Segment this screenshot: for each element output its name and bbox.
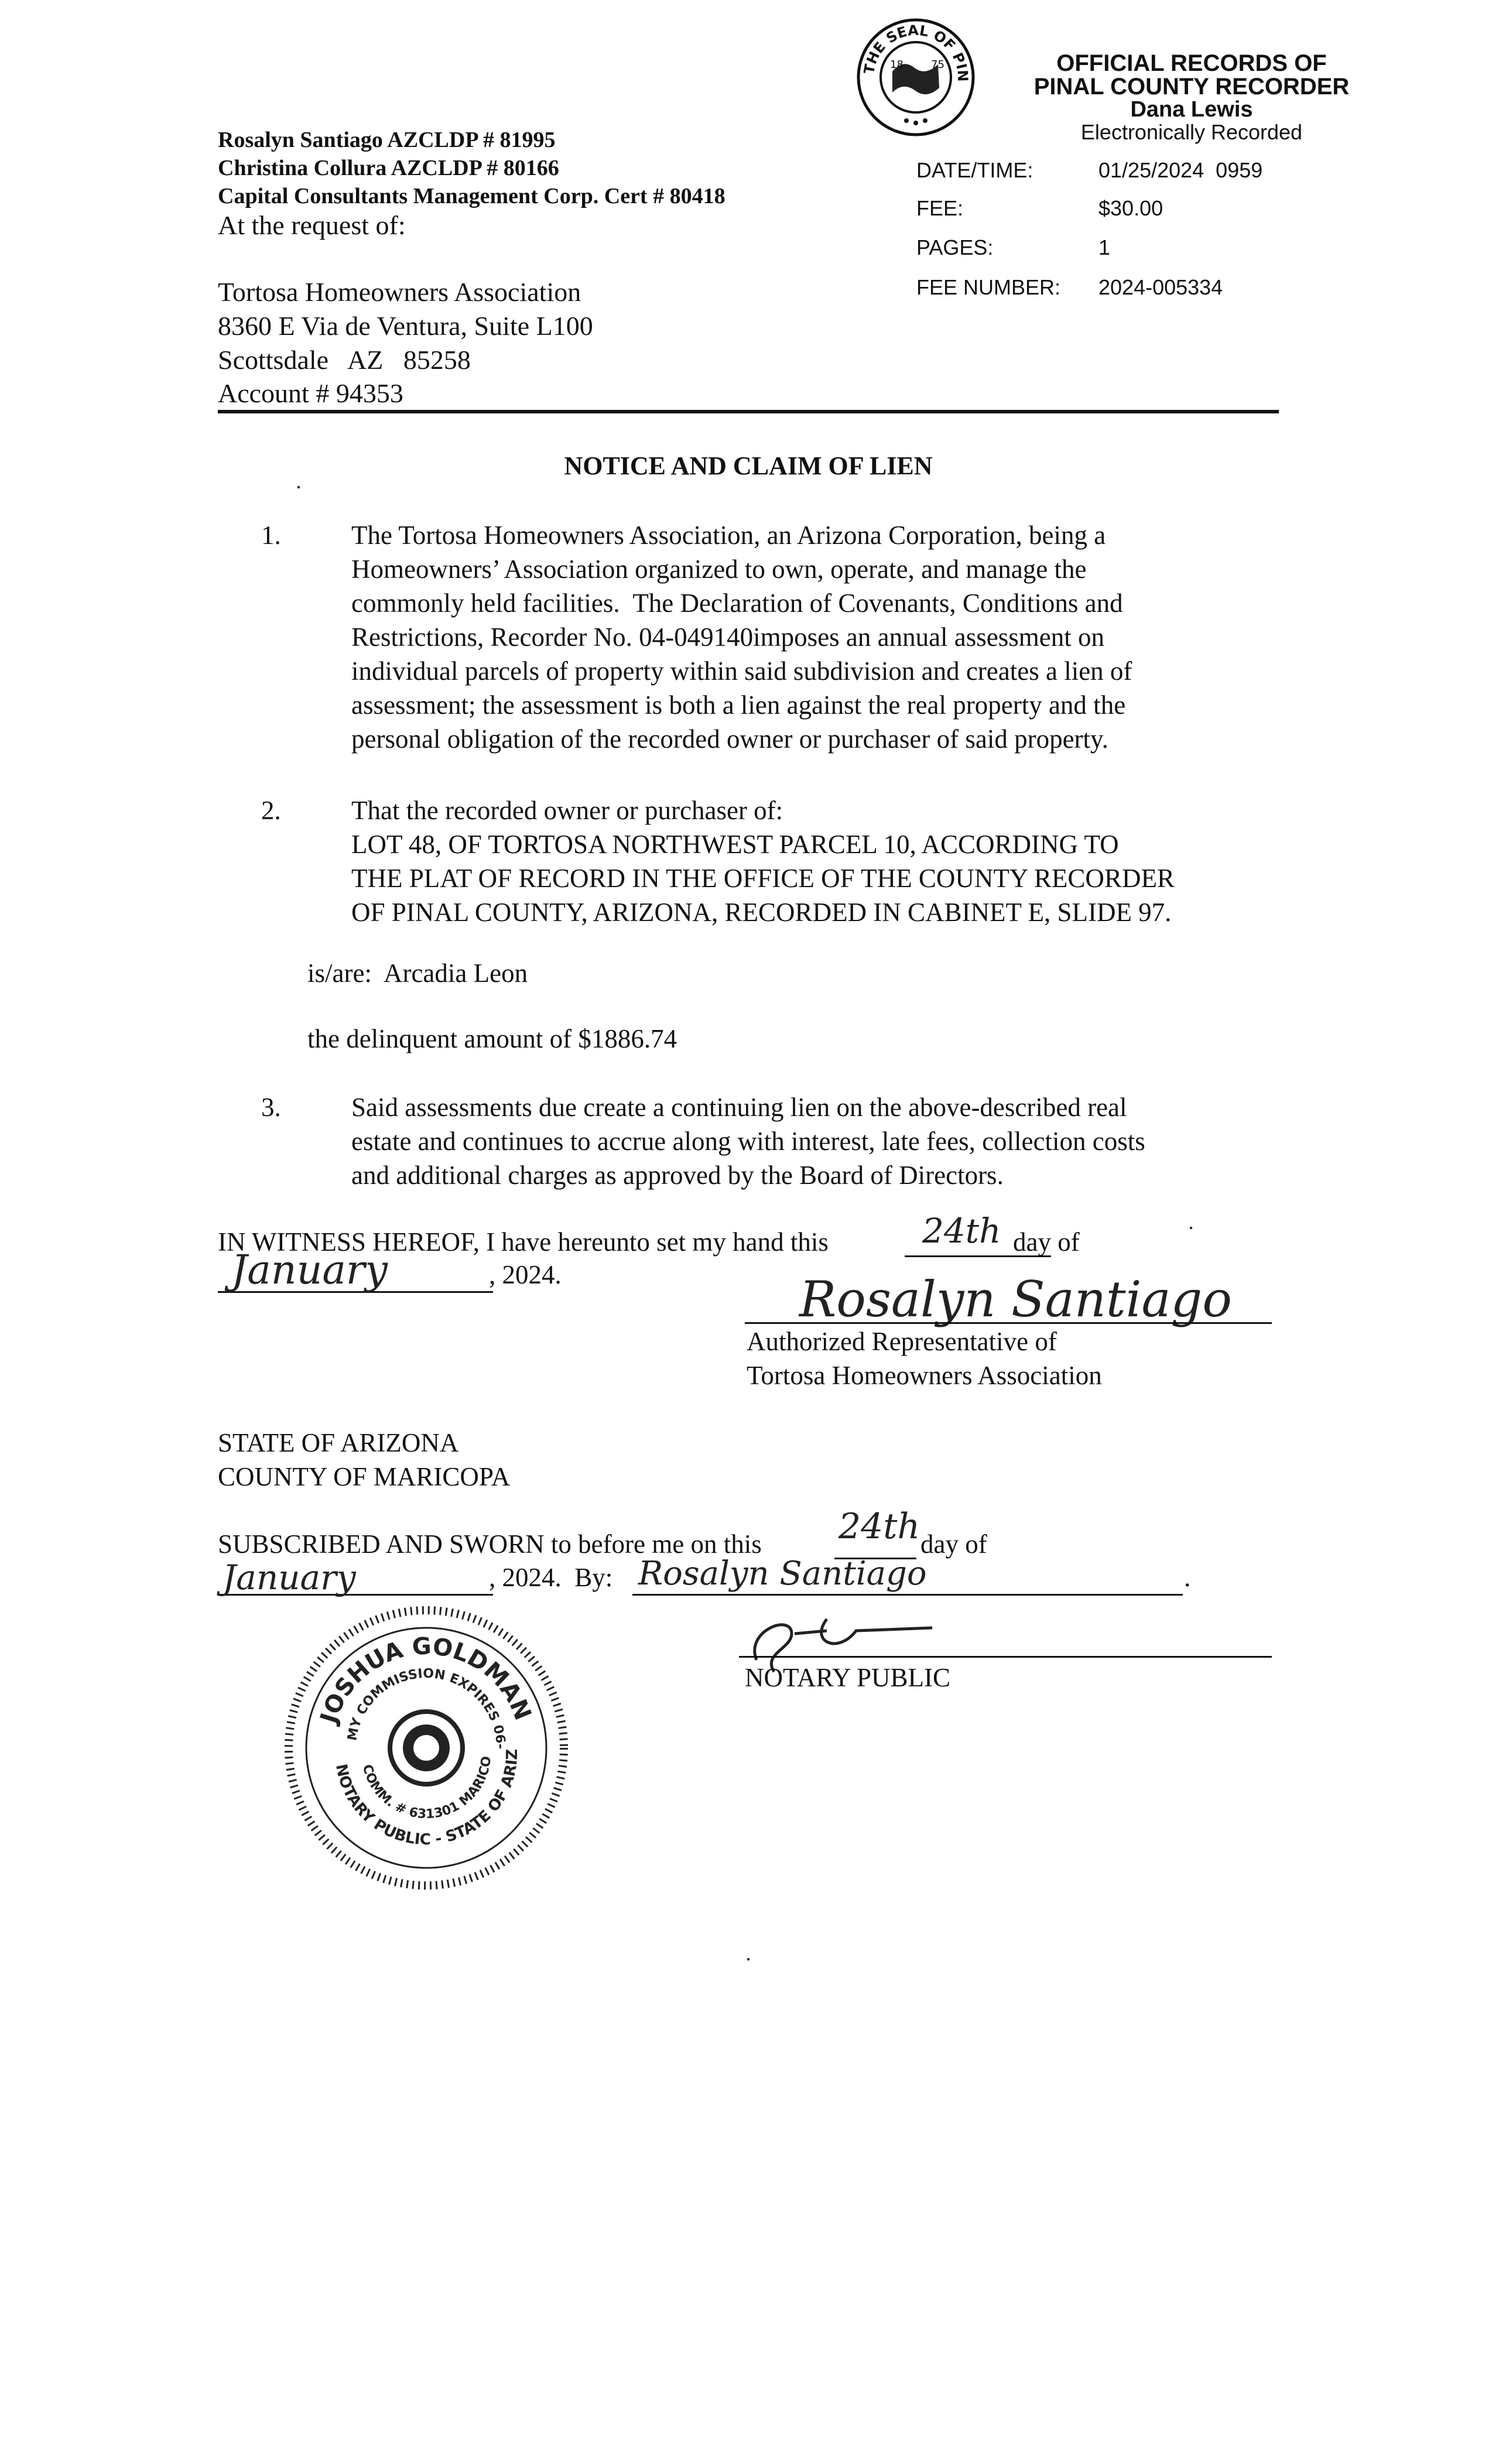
item-paragraph — [351, 1090, 1288, 1192]
svg-text:75: 75 — [931, 59, 944, 71]
recorder-field-label: FEE NUMBER: — [916, 275, 1061, 299]
sworn-text: SUBSCRIBED AND SWORN to before me on this — [218, 1529, 762, 1559]
recorder-field-label: DATE/TIME: — [916, 158, 1033, 182]
sworn-month-handwritten: January — [223, 1558, 356, 1597]
paragraph-line: Said assessments due create a continuing lien on the above-described real — [351, 1093, 1127, 1122]
recorder-field-label: PAGES: — [916, 235, 994, 259]
recorder-field-label: FEE: — [916, 196, 964, 220]
paragraph-line: Restrictions, Recorder No. 04-049140imposes an annual assessment on — [351, 622, 1105, 652]
recorder-field-value: 2024-005334 — [1098, 275, 1223, 299]
legal-description-line: THE PLAT OF RECORD IN THE OFFICE OF THE COUNTY RECORDER — [351, 864, 1175, 893]
witness-text: IN WITNESS HEREOF, I have hereunto set my hand this — [218, 1227, 829, 1257]
paragraph-line: commonly held facilities. The Declaration of Covenants, Conditions and — [351, 588, 1123, 618]
paragraph-line: estate and continues to accrue along with interest, late fees, collection costs — [351, 1127, 1145, 1156]
delinquent-amount-line: the delinquent amount of $1886.74 — [307, 1024, 677, 1053]
county-seal — [856, 18, 976, 138]
stray-dot — [297, 486, 300, 488]
preparer-line: Rosalyn Santiago AZCLDP # 81995 — [218, 128, 556, 152]
notary-public-label: NOTARY PUBLIC — [745, 1663, 951, 1692]
paragraph-line: personal obligation of the recorded owner or purchaser of said property. — [351, 724, 1108, 754]
svg-text:MY COMMISSION EXPIRES 06-27-20: MY COMMISSION EXPIRES 06- — [345, 1666, 508, 1750]
paragraph-line: That the recorded owner or purchaser of: — [351, 796, 783, 825]
paragraph-line: individual parcels of property within said subdivision and creates a lien of — [351, 656, 1132, 686]
preparer-line: Christina Collura AZCLDP # 80166 — [218, 156, 559, 180]
preparer-line: Capital Consultants Management Corp. Cert # 80418 — [218, 184, 725, 208]
request-label: At the request of: — [218, 210, 406, 240]
requester-line: Account # 94353 — [218, 378, 403, 408]
sworn-period: . — [1184, 1563, 1191, 1592]
representative-title: Authorized Representative of — [747, 1327, 1057, 1356]
sworn-day-of: day of — [920, 1529, 987, 1559]
paragraph-line: and additional charges as approved by the Board of Directors. — [351, 1161, 1004, 1190]
legal-description-line: OF PINAL COUNTY, ARIZONA, RECORDED IN CABINET E, SLIDE 97. — [351, 898, 1172, 927]
svg-text:COMM. # 631301 MARICOPA COUNTY: COMM. # 631301 MARICO — [359, 1755, 495, 1822]
sworn-by-blank — [632, 1594, 1183, 1596]
document-title: NOTICE AND CLAIM OF LIEN — [564, 451, 933, 480]
item-number: 2. — [261, 796, 281, 825]
notary-seal — [280, 1601, 573, 1894]
legal-description-line: LOT 48, OF TORTOSA NORTHWEST PARCEL 10, ACCORDING TO — [351, 830, 1119, 859]
representative-org: Tortosa Homeowners Association — [747, 1361, 1102, 1390]
signature-line — [745, 1322, 1272, 1324]
header-divider — [218, 410, 1279, 413]
sworn-by-handwritten: Rosalyn Santiago — [638, 1555, 927, 1593]
owner-line: is/are: Arcadia Leon — [307, 959, 528, 988]
recorder-name: Dana Lewis — [1130, 97, 1253, 122]
svg-text:18: 18 — [890, 59, 903, 71]
item-number: 3. — [261, 1093, 281, 1122]
sworn-year-by: , 2024. By: — [489, 1563, 613, 1592]
svg-text:NOTARY PUBLIC - STATE OF ARIZO: NOTARY PUBLIC - STATE OF ARIZ — [331, 1748, 522, 1849]
recorder-title-line1: OFFICIAL RECORDS OF — [1056, 50, 1327, 76]
requester-line: Tortosa Homeowners Association — [218, 277, 581, 307]
venue-state: STATE OF ARIZONA — [218, 1428, 459, 1457]
witness-day-of: day of — [1013, 1227, 1080, 1257]
notary-signature-line — [739, 1656, 1272, 1658]
item-number: 1. — [261, 521, 281, 550]
recorder-field-value: 01/25/2024 0959 — [1098, 158, 1263, 182]
recorded-note: Electronically Recorded — [1080, 120, 1303, 144]
recorder-title-line2: PINAL COUNTY RECORDER — [1033, 74, 1350, 100]
paragraph-line: Homeowners’ Association organized to own, operate, and manage the — [351, 555, 1087, 584]
svg-text:JOSHUA GOLDMAN: JOSHUA GOLDMAN — [315, 1633, 536, 1727]
svg-text:THE SEAL OF PINAL COUNTY ARIZO: THE SEAL OF PIN — [861, 22, 971, 82]
witness-month-handwritten: January — [231, 1247, 388, 1293]
requester-line: Scottsdale AZ 85258 — [218, 345, 471, 375]
witness-day-handwritten: 24th — [922, 1211, 1001, 1251]
stray-dot — [1190, 1227, 1192, 1229]
paragraph-line: The Tortosa Homeowners Association, an Arizona Corporation, being a — [351, 521, 1106, 550]
witness-year: , 2024. — [489, 1260, 562, 1289]
paragraph-line: assessment; the assessment is both a lien against the real property and the — [351, 690, 1126, 720]
stray-dot — [747, 1958, 750, 1960]
sworn-day-handwritten: 24th — [839, 1506, 920, 1547]
representative-signature: Rosalyn Santiago — [799, 1271, 1232, 1328]
recorder-field-value: 1 — [1098, 235, 1111, 259]
item-paragraph — [351, 518, 1288, 756]
recorder-field-value: $30.00 — [1098, 196, 1163, 220]
venue-county: COUNTY OF MARICOPA — [218, 1462, 511, 1491]
item-paragraph — [351, 793, 1300, 929]
requester-line: 8360 E Via de Ventura, Suite L100 — [218, 311, 593, 341]
